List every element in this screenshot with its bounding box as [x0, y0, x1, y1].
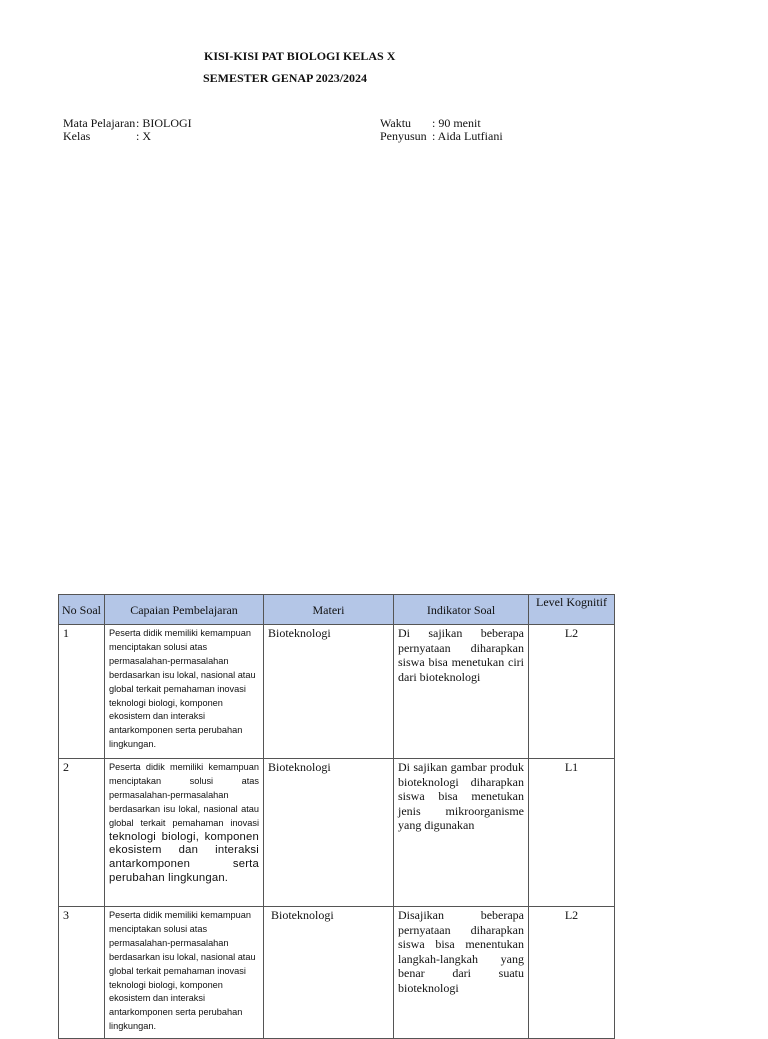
meta-left	[63, 117, 192, 143]
table-row	[59, 907, 615, 1039]
penyusun-label: Penyusun	[380, 129, 427, 143]
waktu-value: : 90 menit	[432, 116, 481, 130]
header-materi: Materi	[264, 595, 394, 625]
waktu-label: Waktu	[380, 116, 412, 130]
kelas-label: Kelas	[63, 129, 91, 143]
table-header-row	[59, 595, 615, 625]
kisi-kisi-table	[58, 594, 615, 1039]
penyusun-row	[380, 130, 503, 143]
header-level: Level Kognitif	[529, 595, 615, 625]
mapel-value: : BIOLOGI	[136, 116, 192, 130]
cell-capaian: Peserta didik memiliki kemampuan menciptakan solusi atas permasalahan-permasalahan berdasarkan isu lokal, nasional atau global terkait pemahaman inovasi teknologi biologi, komponen ekosistem dan interaksi antarkomponen serta perubahan lingkungan.	[105, 907, 264, 1039]
cell-indikator: Disajikan beberapa pernyataan diharapkan siswa bisa menentukan langkah-langkah yang benar dari suatu bioteknologi	[394, 907, 529, 1039]
cell-capaian	[105, 759, 264, 907]
cell-capaian: Peserta didik memiliki kemampuan menciptakan solusi atas permasalahan-permasalahan berdasarkan isu lokal, nasional atau global terkait pemahaman inovasi teknologi biologi, komponen ekosistem dan interaksi antarkomponen serta perubahan lingkungan.	[105, 625, 264, 759]
cell-no: 1	[59, 625, 105, 759]
cell-materi: Bioteknologi	[264, 625, 394, 759]
cell-indikator: Di sajikan gambar produk bioteknologi diharapkan siswa bisa menetukan jenis mikroorganisme yang digunakan	[394, 759, 529, 907]
mapel-label: Mata Pelajaran	[63, 116, 136, 130]
capaian-small-text: Peserta didik memiliki kemampuan menciptakan solusi atas permasalahan-permasalahan berdasarkan isu lokal, nasional atau global terkait pemahaman inovasi	[109, 762, 259, 828]
header-capaian: Capaian Pembelajaran	[105, 595, 264, 625]
cell-level: L1	[529, 759, 615, 907]
cell-no: 2	[59, 759, 105, 907]
penyusun-value: : Aida Lutfiani	[432, 129, 503, 143]
cell-level: L2	[529, 907, 615, 1039]
kelas-row	[63, 130, 192, 143]
header-indikator: Indikator Soal	[394, 595, 529, 625]
document-subtitle: SEMESTER GENAP 2023/2024	[203, 71, 368, 85]
cell-materi: Bioteknologi	[264, 907, 394, 1039]
header-no-soal: No Soal	[59, 595, 105, 625]
document-title: KISI-KISI PAT BIOLOGI KELAS X	[204, 49, 396, 63]
table-row	[59, 759, 615, 907]
cell-no: 3	[59, 907, 105, 1039]
cell-materi: Bioteknologi	[264, 759, 394, 907]
table-row	[59, 625, 615, 759]
cell-level: L2	[529, 625, 615, 759]
cell-indikator: Di sajikan beberapa pernyataan diharapkan siswa bisa menetukan ciri dari bioteknologi	[394, 625, 529, 759]
meta-right	[380, 117, 503, 143]
kelas-value: : X	[136, 129, 151, 143]
capaian-large-text: teknologi biologi, komponen ekosistem dan interaksi antarkomponen serta perubahan lingkungan.	[109, 830, 259, 885]
